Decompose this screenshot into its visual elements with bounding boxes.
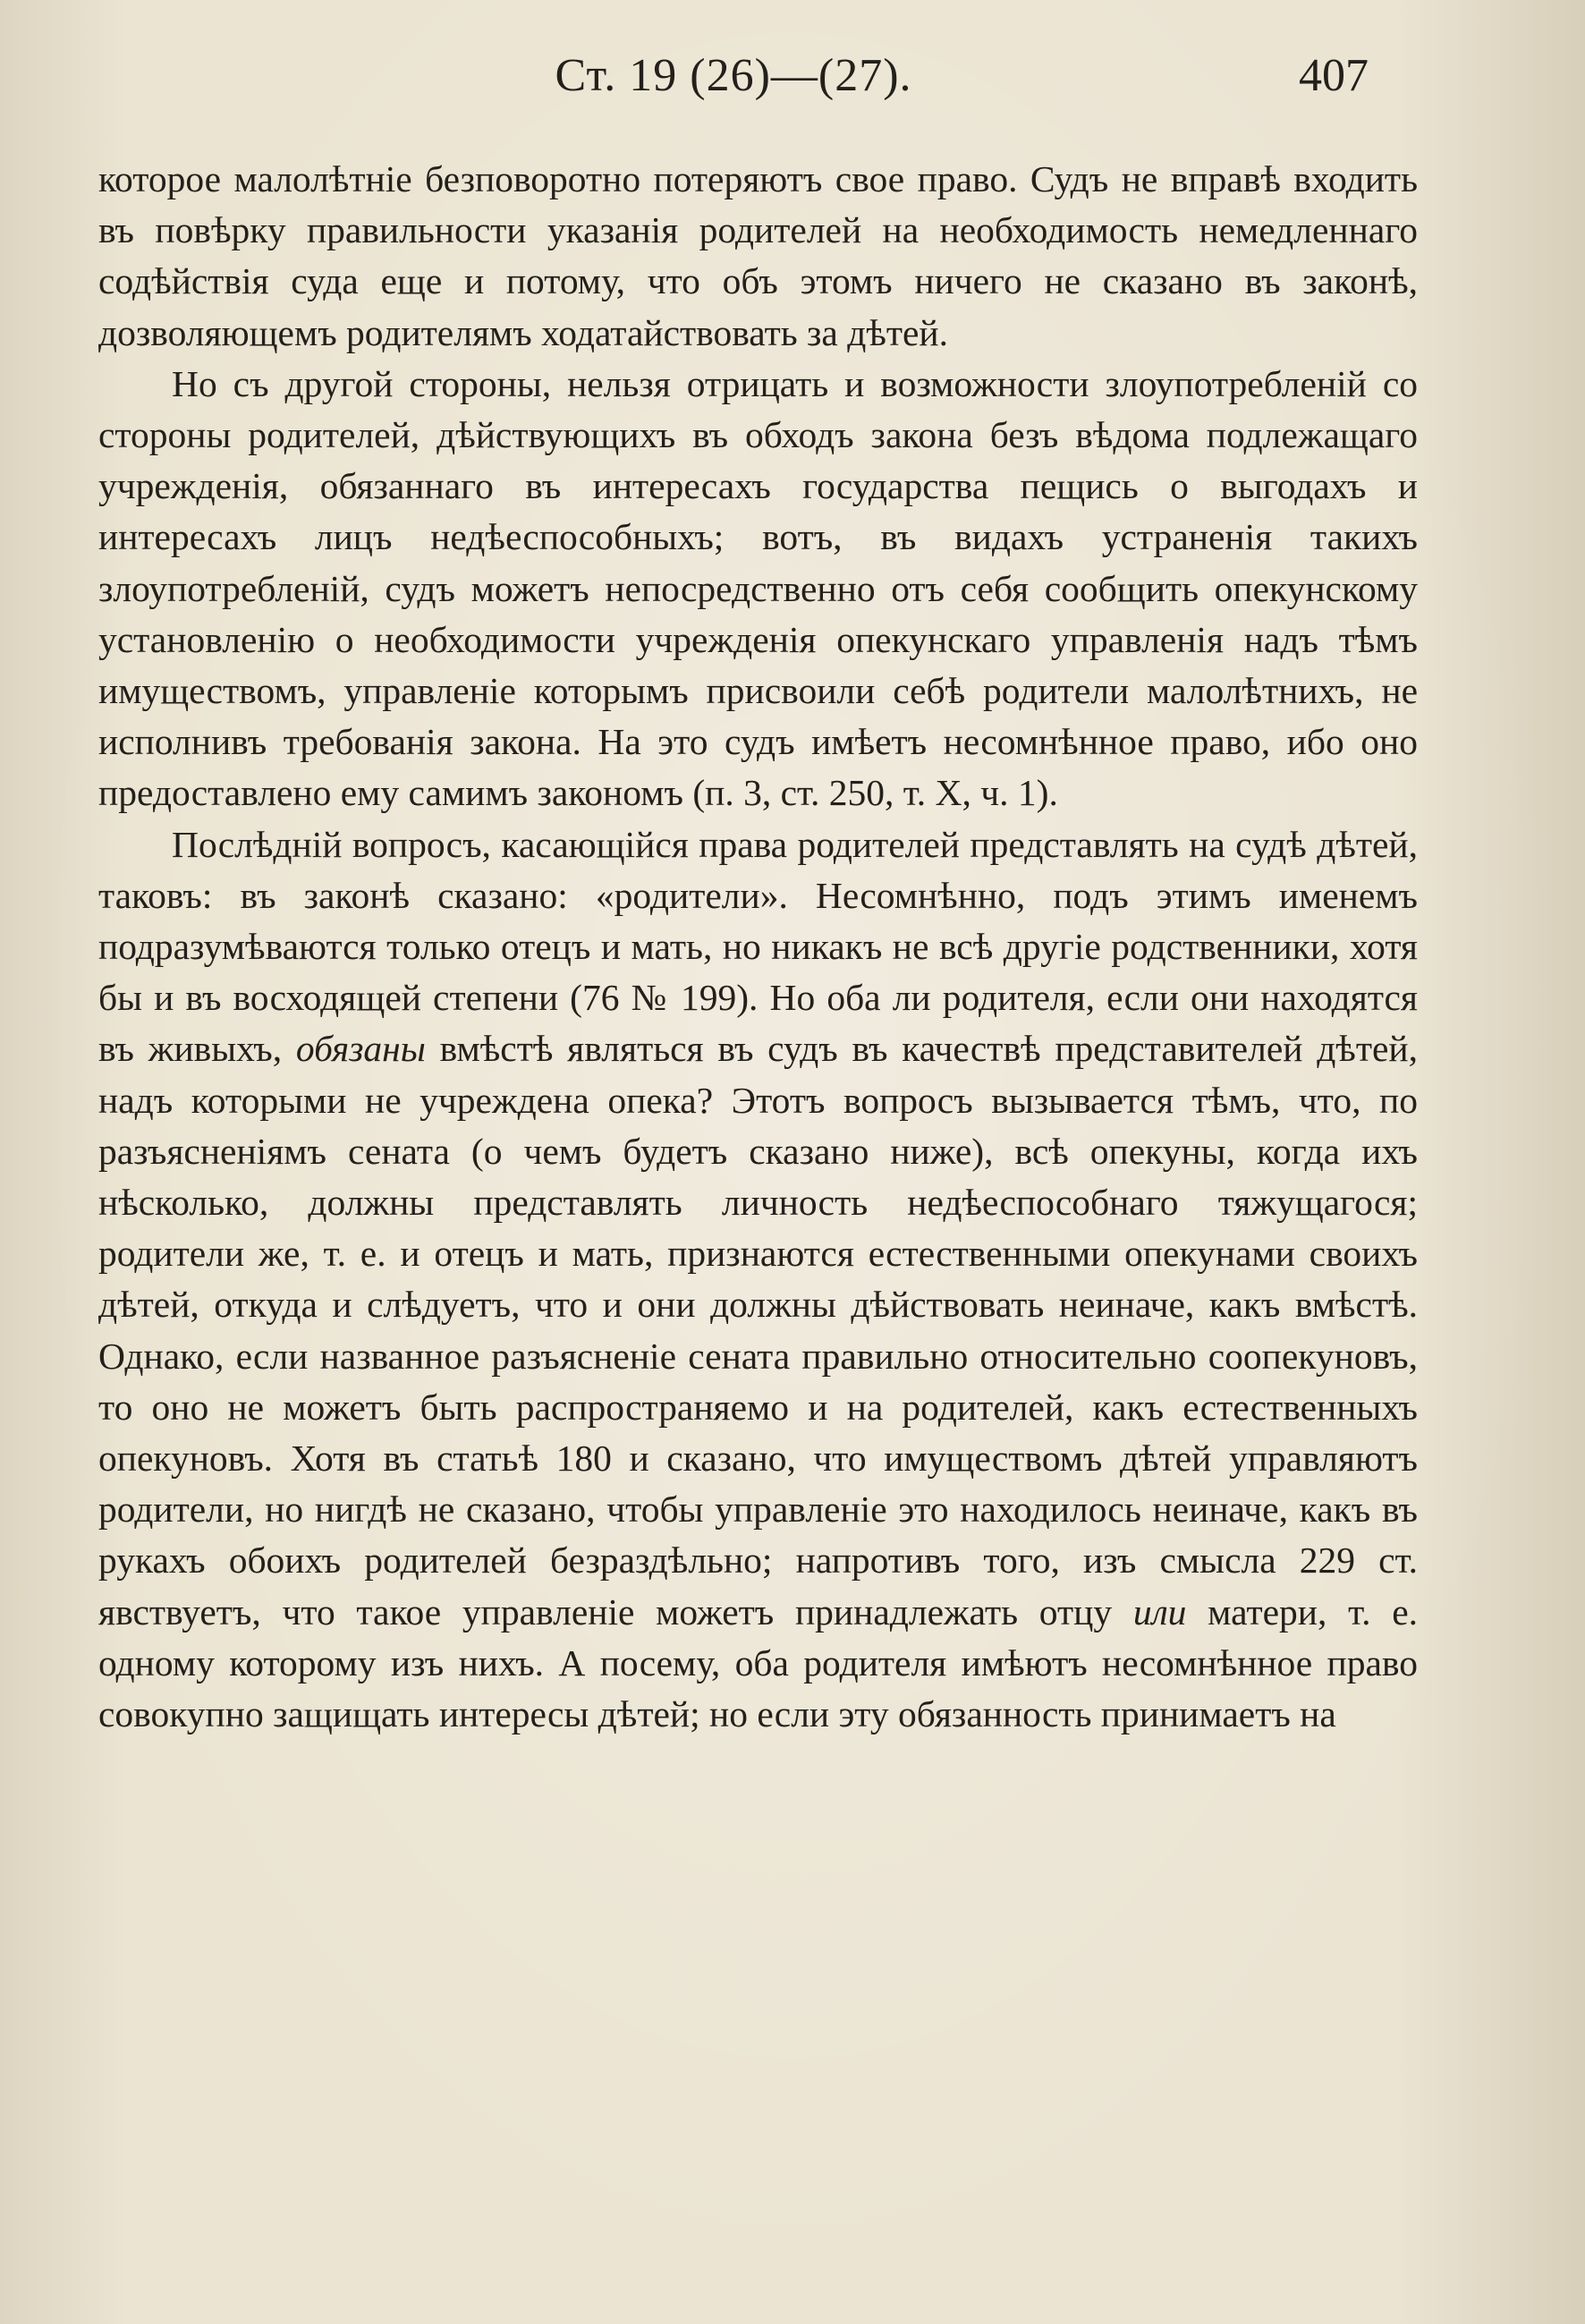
paragraph-3-text-b: вмѣстѣ являться въ судъ въ качествѣ представителей дѣтей, надъ которыми не учреждена опека? Этотъ вопросъ вызывается тѣмъ, что, по разъясненіямъ сената (о чемъ будетъ сказано ниже), всѣ опекуны, когда ихъ нѣсколько, должны представлять личность недѣеспособнаго тяжущагося; родители же, т. е. и отецъ и мать, признаются естественными опекунами своихъ дѣтей, откуда и слѣдуетъ, что и они должны дѣйствовать неиначе, какъ вмѣстѣ. Однако, если названное разъясненіе сената правильно относительно соопекуновъ, то оно не можетъ быть распространяемо и на родителей, какъ естественныхъ опекуновъ. Хотя въ статьѣ 180 и сказано, что имуществомъ дѣтей управляютъ родители, но нигдѣ не сказано, чтобы управленіе это находилось неиначе, какъ въ рукахъ обоихъ родителей безраздѣльно; напротивъ того, изъ смысла 229 ст. явствуетъ, что такое управленіе можетъ принадлежать отцу	[98, 1028, 1418, 1633]
body-text	[98, 154, 1418, 1740]
paragraph-2: Но съ другой стороны, нельзя отрицать и возможности злоупотребленій со стороны родителей, дѣйствующихъ въ обходъ закона безъ вѣдома подлежащаго учрежденія, обязаннаго въ интересахъ государства пещись о выгодахъ и интересахъ лицъ недѣеспособныхъ; вотъ, въ видахъ устраненія такихъ злоупотребленій, судъ можетъ непосредственно отъ себя сообщить опекунскому установленію о необходимости учрежденія опекунскаго управленія надъ тѣмъ имуществомъ, управленіе которымъ присвоили себѣ родители малолѣтнихъ, не исполнивъ требованія закона. На это судъ имѣетъ несомнѣнное право, ибо оно предоставлено ему самимъ закономъ (п. 3, ст. 250, т. X, ч. 1).	[98, 362, 1418, 814]
emphasis-ili: или	[1132, 1590, 1187, 1633]
paragraph-3	[98, 819, 1418, 1741]
page-number: 407	[1299, 50, 1369, 101]
paragraph-3-text-c: матери, т. е. одному которому изъ нихъ. А посему, оба родителя имѣютъ несомнѣнное право совокупно защищать интересы дѣтей; но если эту обязанность принимаетъ на	[98, 1590, 1418, 1735]
paragraph-1: которое малолѣтніе безповоротно потеряютъ свое право. Судъ не вправѣ входить въ повѣрку правильности указанія родителей на необходимость немедленнаго содѣйствія суда еще и потому, что объ этомъ ничего не сказано въ законѣ, дозволяющемъ родителямъ ходатайствовать за дѣтей.	[98, 158, 1418, 353]
emphasis-obyazany: обязаны	[295, 1028, 426, 1070]
paragraph-3-text-a: Послѣдній вопросъ, касающійся права родителей представлять на судѣ дѣтей, таковъ: въ законѣ сказано: «родители». Несомнѣнно, подъ этимъ именемъ подразумѣваются только отецъ и мать, но никакъ не всѣ другіе родственники, хотя бы и въ восходящей степени (76 № 199). Но оба ли родителя, если они находятся въ живыхъ,	[98, 823, 1418, 1070]
running-head: Ст. 19 (26)—(27).	[555, 50, 912, 101]
page-header	[98, 49, 1369, 112]
